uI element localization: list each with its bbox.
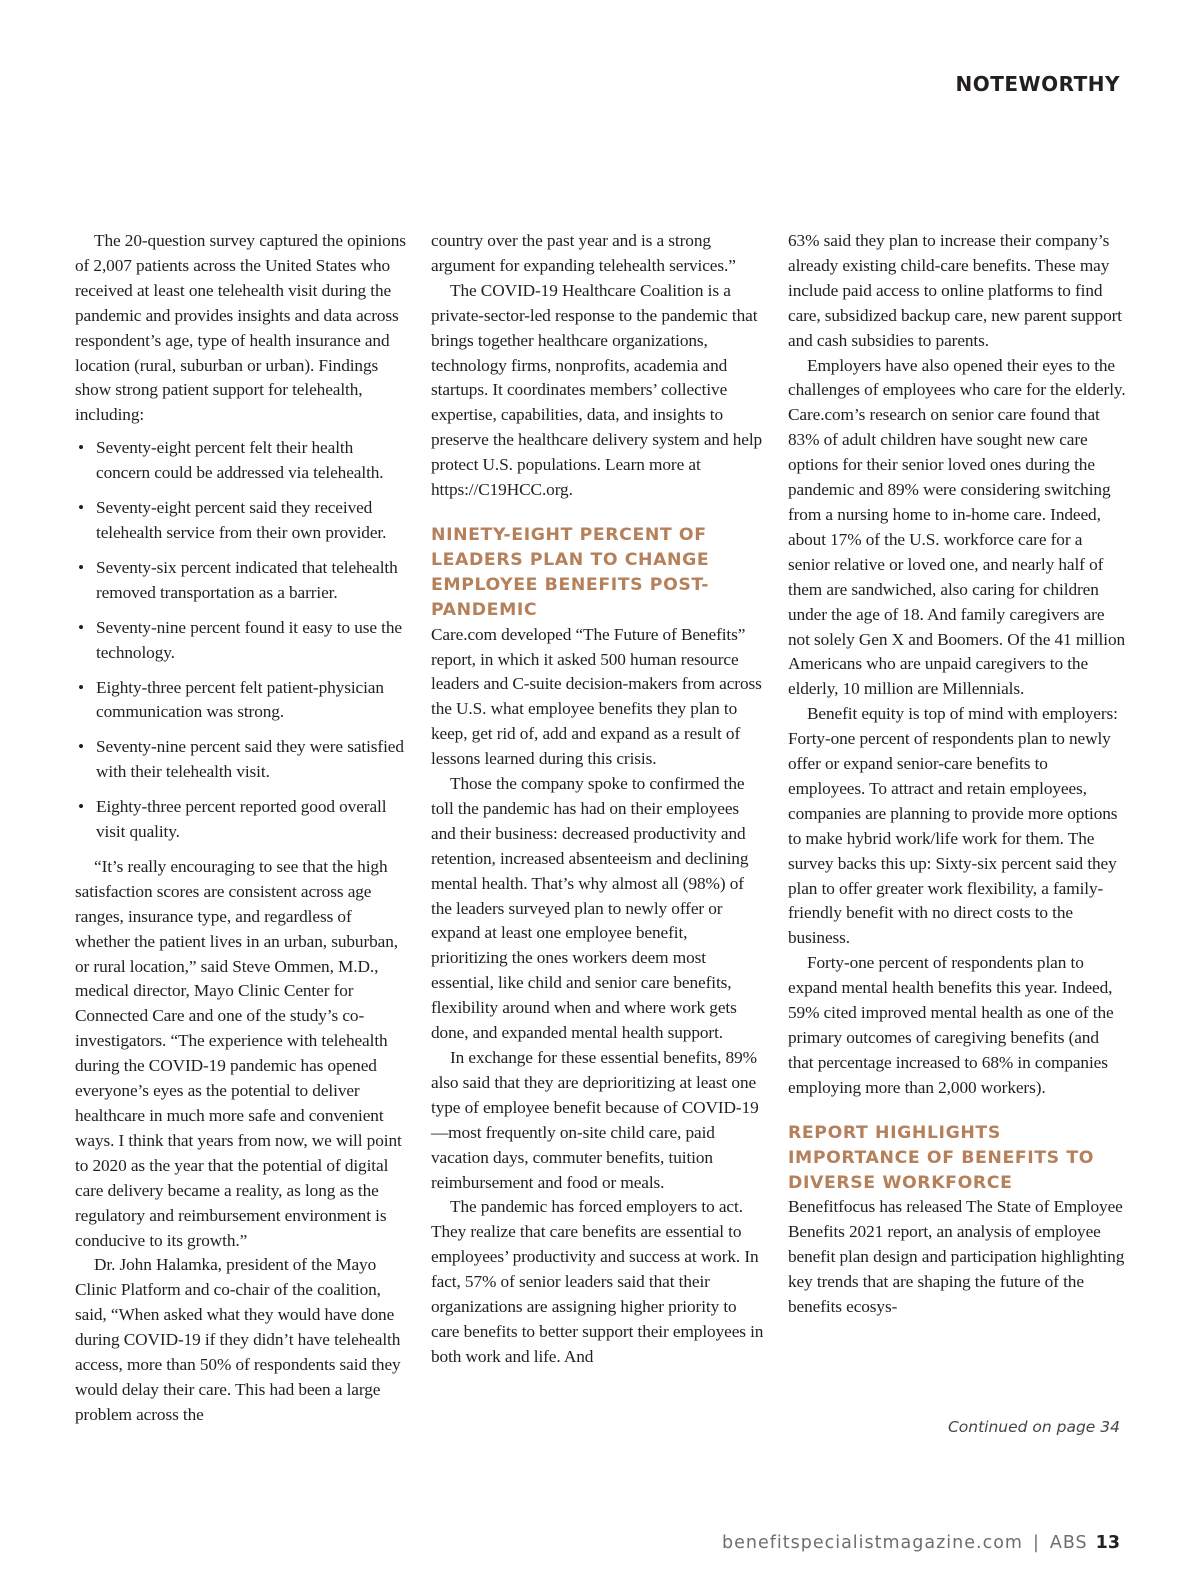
paragraph: The 20-question survey captured the opinions of 2,007 patients across the United States who received at least one telehealth visit during the pandemic and provides insights and data across respondent’s age, type of health insurance and location (rural, suburban or urban). Findings show strong patient support for telehealth, including: bbox=[75, 231, 406, 425]
section-label: NOTEWORTHY bbox=[955, 72, 1120, 96]
list-item: • Seventy-nine percent said they were satisfied with their telehealth visit. bbox=[75, 735, 410, 785]
continued-note: Continued on page 34 bbox=[947, 1418, 1120, 1436]
article-column-3 bbox=[788, 229, 1126, 1320]
paragraph: Dr. John Halamka, president of the Mayo Clinic Platform and co-chair of the coalition, said, “When asked what they would have done during COVID-19 if they didn’t have telehealth access, more than 50% of respondents said they would delay their care. This had been a large problem across the bbox=[75, 1255, 401, 1424]
footer-publication: ABS bbox=[1049, 1533, 1088, 1553]
section-heading: NINETY-EIGHT PERCENT OF LEADERS PLAN TO CHANGE EMPLOYEE BENEFITS POST-PANDEMIC bbox=[431, 524, 710, 620]
paragraph: Those the company spoke to confirmed the toll the pandemic has had on their employees and their business: decreased productivity and retention, increased absenteeism and declining mental health. That’s why almost all (98%) of the leaders surveyed plan to newly offer or expand at least one employee benefit, prioritizing the ones workers deem most essential, like child and senior care benefits, flexibility around when and where work gets done, and expanded mental health support. bbox=[431, 774, 749, 1043]
list-item: • Eighty-three percent reported good overall visit quality. bbox=[75, 795, 410, 845]
article-column-1 bbox=[75, 229, 410, 1428]
article-column-2 bbox=[431, 229, 766, 1370]
paragraph: The pandemic has forced employers to act. They realize that care benefits are essential to employees’ productivity and success at work. In fact, 57% of senior leaders said that their organizations are assigning higher priority to care benefits to better support their employees in both work and life. And bbox=[431, 1197, 764, 1366]
paragraph: In exchange for these essential benefits, 89% also said that they are deprioritizing at least one type of employee benefit because of COVID-19—most frequently on-site child care, paid vacation days, commuter benefits, tuition reimbursement and food or meals. bbox=[431, 1048, 759, 1192]
list-item: • Seventy-eight percent felt their health concern could be addressed via telehealth. bbox=[75, 436, 410, 486]
list-item: • Seventy-six percent indicated that telehealth removed transportation as a barrier. bbox=[75, 556, 410, 606]
paragraph: Employers have also opened their eyes to the challenges of employees who care for the elderly. Care.com’s research on senior care found that 83% of adult children have sought new care options for their senior loved ones during the pandemic and 89% were considering switching from a nursing home to in-home care. Indeed, about 17% of the U.S. workforce care for a senior relative or loved one, and nearly half of them are sandwiched, also caring for children under the age of 18. And family caregivers are not solely Gen X and Boomers. Of the 41 million Americans who are unpaid caregivers to the elderly, 10 million are Millennials. bbox=[788, 355, 1126, 699]
list-item: • Seventy-eight percent said they received telehealth service from their own provider. bbox=[75, 496, 410, 546]
paragraph: “It’s really encouraging to see that the high satisfaction scores are consistent across age ranges, insurance type, and regardless of whether the patient lives in an urban, suburban, or rural location,” said Steve Ommen, M.D., medical director, Mayo Clinic Center for Connected Care and one of the study’s co-investigators. “The experience with telehealth during the COVID-19 pandemic has opened everyone’s eyes as the potential to deliver healthcare in much more safe and convenient ways. I think that years from now, we will point to 2020 as the year that the potential of digital care delivery became a reality, as long as the regulatory and reimbursement environment is conducive to its growth.” bbox=[75, 856, 402, 1250]
findings-list bbox=[75, 436, 410, 845]
footer-site: benefitspecialistmagazine.com bbox=[721, 1533, 1023, 1553]
paragraph: country over the past year and is a strong argument for expanding telehealth services.” bbox=[431, 231, 736, 275]
paragraph: Care.com developed “The Future of Benefits” report, in which it asked 500 human resource leaders and C-suite decision-makers from across the U.S. what employee benefits they plan to keep, get rid of, add and expand as a result of lessons learned during this crisis. bbox=[431, 624, 762, 769]
page-footer bbox=[722, 1533, 1120, 1553]
paragraph: Benefit equity is top of mind with employers: Forty-one percent of respondents plan to newly offer or expand senior-care benefits to employees. To attract and retain employees, companies are planning to provide more options to make hybrid work/life work for them. The survey backs this up: Sixty-six percent said they plan to offer greater work flexibility, a family-friendly benefit with no direct costs to the business. bbox=[788, 704, 1118, 948]
paragraph: 63% said they plan to increase their company’s already existing child-care benefits. These may include paid access to online platforms to find care, subsidized backup care, new parent support and cash subsidies to parents. bbox=[788, 231, 1122, 350]
paragraph: Forty-one percent of respondents plan to expand mental health benefits this year. Indeed, 59% cited improved mental health as one of the primary outcomes of caregiving benefits (and that percentage increased to 68% in companies employing more than 2,000 workers). bbox=[788, 953, 1114, 1097]
paragraph: Benefitfocus has released The State of Employee Benefits 2021 report, an analysis of employee benefit plan design and participation highlighting key trends that are shaping the future of the benefits ecosys- bbox=[788, 1197, 1125, 1317]
page-number: 13 bbox=[1095, 1533, 1120, 1553]
paragraph: The COVID-19 Healthcare Coalition is a private-sector-led response to the pandemic that brings together healthcare organizations, technology firms, nonprofits, academia and startups. It coordinates members’ collective expertise, capabilities, data, and insights to preserve the healthcare delivery system and help protect U.S. populations. Learn more at https://C19HCC.org. bbox=[431, 280, 763, 500]
list-item: • Eighty-three percent felt patient-physician communication was strong. bbox=[75, 676, 410, 726]
list-item: • Seventy-nine percent found it easy to use the technology. bbox=[75, 616, 410, 666]
section-heading: REPORT HIGHLIGHTS IMPORTANCE OF BENEFITS TO DIVERSE WORKFORCE bbox=[788, 1122, 1095, 1193]
footer-separator: | bbox=[1032, 1533, 1040, 1553]
